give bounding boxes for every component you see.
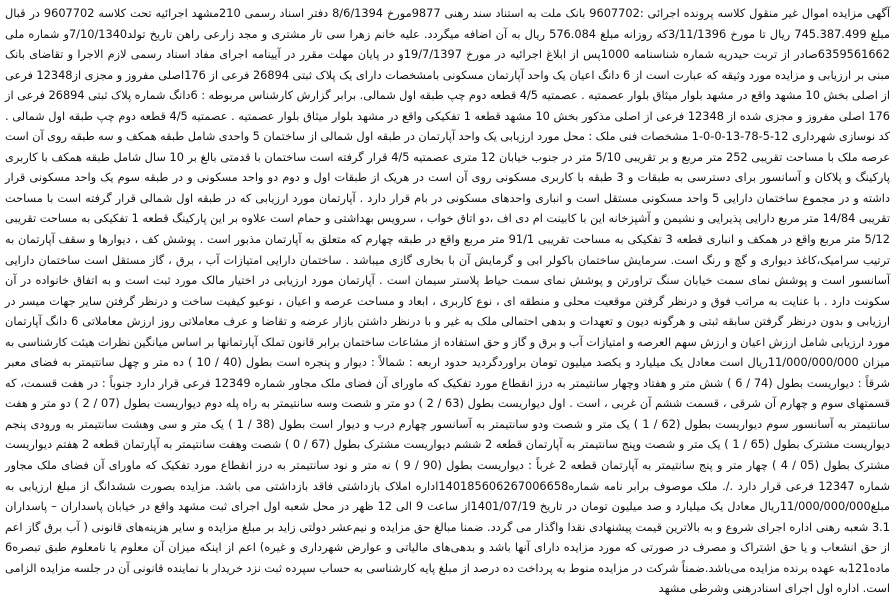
auction-notice-text: آگهی مزایده اموال غیر منقول کلاسه پرونده اجرائی :9607702 بانک ملت به استناد سند رهنی 9877مورخ 8/6/1394 دفتر اسناد رسمی 210مشهد اجرائیه تحت کلاسه 9607702 در قبال مبلغ 745.387.499 ریال تا مورخ 3/11/1396که روزانه مبلغ 576.084 ریال به آن اضافه میگردد. علیه خانم زهرا سی تار مشتری و مجد زارعی راهن تاریخ تولد7/10/1340و شماره ملی 6359561662صادر از تربت حیدریه شماره شناسنامه 1000پس از ابلاغ اجرائیه در مورخ 19/7/1397و در پایان مهلت مقرر در آیینامه اجرای مفاد اسناد رسمی لازم الاجرا و تقاضای بانک مبنی بر ارزیابی و مزایده مورد وثیقه که عبارت است از 6 دانگ اعیان یک واحد آپارتمان مسکونی بامشخصات دارای یک پلاک ثبتی 26894 فرعی از 176اصلی مفروز و مجزی از12348 فرعی از اصلی بخش 10 مشهد واقع در مشهد بلوار میثاق بلوار عصمتیه . عصمتیه 4/5 قطعه دوم چپ طبقه اول شمالی. برابر گزارش کارشناس مربوطه : 6دانگ شماره پلاک ثبتی 26894 فرعی از 176 اصلی مفروز و مجزی شده از 12348 فرعی از اصلی مذکور بخش 10 مشهد قطعه 1 تفکیکی واقع در مشهد بلوار میثاق بلوار عصمتیه . عصمتیه 4/5 قطعه دوم چپ طبقه اول شمالی . کد نوسازی شهرداری 12-5-78-13-0-0-1 مشخصات فنی ملک : محل مورد ارزیابی یک واحد آپارتمان در طبقه اول شمالی از ساختمان 5 واحدی شامل طبقه همکف و سه طبقه روی آن است عرصه ملک با مساحت تقریبی 252 متر مربع و بر تقریبی 5/10 متر در جنوب خیابان 12 متری عصمتیه 4/5 قرار گرفته است ساختمان با قدمتی بالغ بر 10 سال شامل طبقه همکف با کاربری پارکینگ و پلاکان و آسانسور برای دسترسی به طبقات و 3 طبقه با کاربری مسکونی روی آن است در هریک از طبقات اول و دوم دو واحد مسکونی و در طبقه سوم یک واحد مسکونی قرار داشته و در مجموع ساختمان دارایی 5 واحد مسکونی مستقل است و انباری واحدهای مسکونی در بام قرار دارد . آپارتمان مورد ارزیابی که در طبقه اول شمالی قرار گرفته است با مساحت تقریبی 14/84 متر مربع دارایی پذیرایی و نشیمن و آشپزخانه این با کابینت ام دی اف ،دو اتاق خواب ، سرویس بهداشتی و حمام است علاوه بر این پارکینگ قطعه 1 تفکیکی به مساحت تقریبی 5/12 متر مربع واقع در همکف و انباری قطعه 3 تفکیکی به مساحت تقریبی 91/1 متر مربع واقع در طبقه چهارم که متعلق به آپارتمان مذبور است . پوشش کف ، دیوارها و سقف آپارتمان به ترتیب سرامیک،کاغذ دیواری و گچ و رنگ است. سرمایش ساختمان باکولر ابی و گرمایش آن با بخاری گازی میباشد . ساختمان دارایی امتیازات آب ، برق ، گاز مستقل است ساختمان دارایی آسانسور است و پوشش نمای سمت خیابان سنگ تراورتن و پوشش نمای سمت حیاط پلاستر سیمان است . آپارتمان مورد ارزیابی در اختیار مالک مورد ثبت است و به اتفاق خانواده در آن سکونت دارد . با عنایت به مراتب فوق و درنظر گرفتن موقعیت محلی و منطقه ای ، نوع کاربری ، ابعاد و مساحت عرصه و اعیان ، نوعیو کیفیت ساخت و درنظر گرفتن سایر جهات میسر در ارزیابی و بدون درنظر گرفتن سابقه ثبتی و هرگونه دیون و تعهدات و بدهی احتمالی ملک به غیر و با درنظر داشتن بازار عرضه و تقاضا و عرف معاملاتی روز ارزش معاملاتی 6 دانگ آپارتمان مورد ارزیابی شامل ارزش اعیان و ارزش سهم العرصه و امتیازات آب و برق و گاز و حق استفاده از مشاعات ساختمان برابر قانون تملک آپارتمانها بر اساس میانگین نظرات هیئت کارشناسی به میزان 11/000/000/000ریال است معادل یک میلیارد و یکصد میلیون تومان براوردگردید حدود اربعه : شمالاً : دیوار و پنجره است بطول (40 / 10 ) ده متر و چهل سانتیمتر به فضای معبر شرقاً : دیواریست بطول (74 / 6 ) شش متر و هفتاد وچهار سانتیمتر به درز انقطاع مورد تفکیک که ماورای آن فضای ملک مجاور شماره 12349 فرعی قرار دارد جنوباً : در هفت قسمت، که قسمتهای سوم و چهارم آن شرقی ، قسمت ششم آن غربی ، است . اول دیواریست بطول (63 / 2 ) دو متر و شصت وسه سانتیمتر به راه پله دوم دیواریست بطول (07 / 2 ) دو متر و هفت سانتیمتر به آسانسور سوم دیواریست بطول (62 / 1 ) یک متر و شصت ودو سانتیمتر به آسانسور چهارم درب و دیوار است بطول (38 / 1 ) یک متر و سی وهشت سانتیمتر به ورودی پنجم دیواریست مشترک بطول (65 / 1 ) یک متر و شصت وپنج سانتیمتر به آپارتمان قطعه 2 ششم دیواریست مشترک بطول (67 / 0 ) شصت وهفت سانتیمتر به آپارتمان قطعه 2 هفتم دیواریست مشترک بطول (05 / 4 ) چهار متر و پنج سانتیمتر به آپارتمان قطعه 2 غرباً : دیواریست بطول (90 / 9 ) نه متر و نود سانتیمتر به درز انقطاع مورد تفکیک که ماورای آن فضای ملک مجاور شماره 12347 فرعی قرار دارد ./. ملک موصوف برابر نامه شماره14018560626700665‪8‬اداره املاک بازداشتی فاقد بازداشتی می باشد. مزایده بصورت ششدانگ از مبلغ ارزیابی به مبلغ11/000/000/000ریال معادل یک میلیارد و صد میلیون تومان در تاریخ 1401/07/19از ساعت 9 الی 12 ظهر در محل شعبه اول اجرای ثبت مشهد واقع در خیابان پاسداران – پاسداران 3.1 شعبه رهنی اداره اجرای شروع و به بالاترین قیمت پیشنهادی نقدا واگذار می گردد. ضمنا مبالغ حق مزایده و نیم‌عشر دولتی زاید بر مبلغ مزایده و سایر هزینه‌های قانونی ( آب برق گاز اعم از حق انشعاب و یا حق اشتراک و مصرف در صورتی که مورد مزایده دارای آنها باشد و بدهی‌های مالیاتی و عوارض شهرداری و غیره) اعم از اینکه میزان آن معلوم یا نامعلوم طبق تبصره6 ماده121به عهده برنده مزایده می‌باشد.ضمناً شرکت در مزایده منوط به پرداخت ده درصد از مبلغ پایه کارشناسی به حساب سپرده ثبت نزد خریدار با نماینده قانونی آن در جلسه مزایده الزامی است. اداره اول اجرای اسنادرهنی وشرطی مشهد <box>5 6 891 596</box>
